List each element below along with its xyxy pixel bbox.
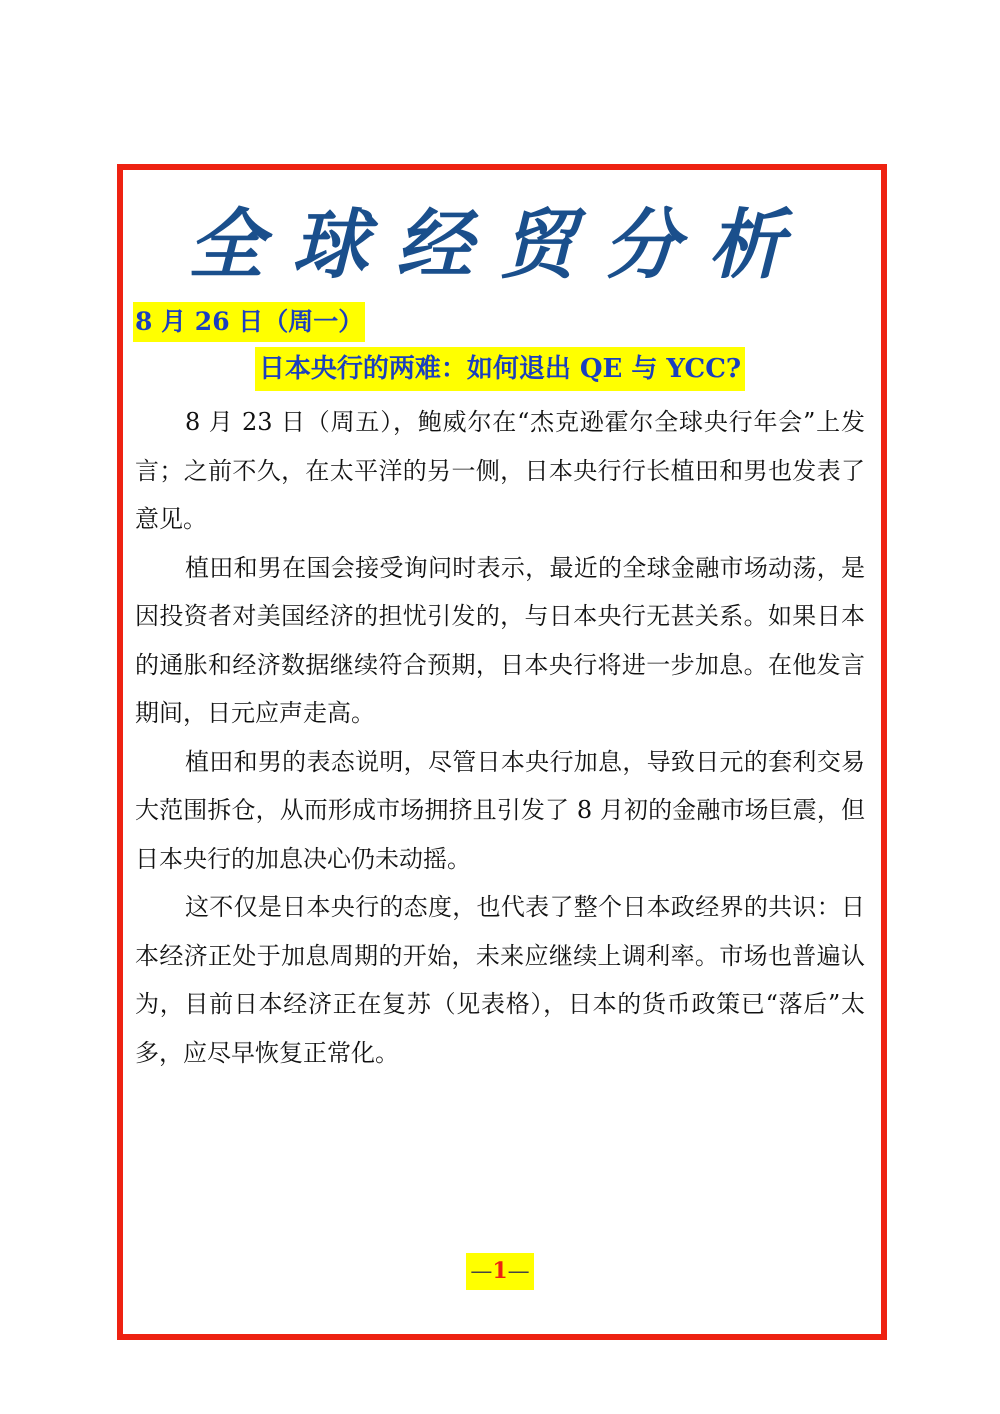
page-number-dash-left: — [470, 1259, 493, 1284]
paragraph-1: 8 月 23 日（周五），鲍威尔在“杰克逊霍尔全球央行年会”上发言；之前不久，在太平洋的另一侧，日本央行行长植田和男也发表了意见。 [135, 408, 865, 533]
paragraph-4: 这不仅是日本央行的态度，也代表了整个日本政经界的共识：日本经济正处于加息周期的开始，未来应继续上调利率。市场也普遍认为，目前日本经济正在复苏（见表格），日本的货币政策已“落后”太多，应尽早恢复正常化。 [135, 893, 865, 1067]
page-number-container [0, 1253, 1000, 1290]
page-number-dash-right: — [507, 1259, 530, 1284]
paragraph-3: 植田和男的表态说明，尽管日本央行加息，导致日元的套利交易大范围拆仓，从而形成市场拥挤且引发了 8 月初的金融市场巨震，但日本央行的加息决心仍未动摇。 [135, 747, 865, 873]
paragraph-2: 植田和男在国会接受询问时表示，最近的全球金融市场动荡，是因投资者对美国经济的担忧引发的，与日本央行无甚关系。如果日本的通胀和经济数据继续符合预期，日本央行将进一步加息。在他发言期间，日元应声走高。 [135, 553, 865, 727]
page-number [466, 1253, 533, 1290]
article-body [135, 398, 865, 1077]
masthead-title: 全球经贸分析 [188, 200, 812, 289]
date-line: 8 月 26 日（周一） [133, 302, 365, 342]
page-number-value: 1 [492, 1258, 508, 1284]
article-headline: 日本央行的两难：如何退出 QE 与 YCC? [255, 347, 745, 391]
headline-container [0, 347, 1000, 391]
